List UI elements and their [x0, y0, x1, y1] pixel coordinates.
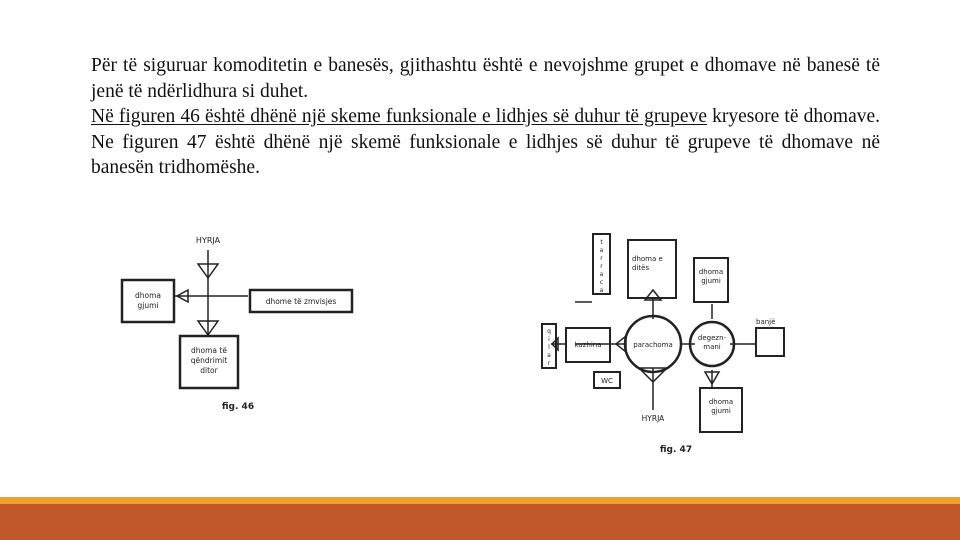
terrace-letter: r — [600, 263, 603, 270]
fig46-living-label-1: dhoma të — [191, 346, 227, 355]
fig47-entrance-label: HYRJA — [641, 414, 665, 423]
paragraph-1: Për të siguruar komoditetin e banesës, gjithashtu është e nevojshme grupet e dhomave në banesë të jenë të ndërlidhura si duhet. — [91, 55, 880, 102]
paragraph-2-underlined: Në figuren 46 është dhënë një skeme funksionale e lidhjes së duhur të grupeve — [91, 106, 707, 127]
fig46-living-label-2: qëndrimit — [190, 356, 228, 365]
terrace-letter: a — [599, 287, 604, 294]
fig47-antechamber-label: parachoma — [633, 341, 673, 349]
fig46-bedroom-label-1: dhoma — [134, 291, 162, 300]
body-text — [91, 53, 880, 181]
fig47-wc-label: WC — [601, 377, 613, 385]
fig46-caption: fig. 46 — [221, 402, 255, 412]
fig47-corridor-label-2: mani — [703, 343, 721, 351]
pantry-letter: i — [548, 336, 550, 343]
terrace-letter: a — [599, 271, 604, 278]
paragraph-2 — [91, 104, 880, 181]
fig47-terrace-letters — [600, 239, 604, 294]
fig46-bedroom-label-2: gjumi — [137, 301, 159, 310]
fig46-entrance-label: HYRJA — [195, 236, 221, 245]
fig46-reception-label: dhome të zmvisjes — [265, 297, 337, 306]
fig47-bedroom-bottom-label-2: gjumi — [711, 407, 731, 415]
fig47-bathroom-label: banjë — [756, 318, 776, 326]
fig47-bedroom-top-label-1: dhoma — [698, 268, 724, 276]
fig47-bedroom-bottom-label-1: dhoma — [708, 398, 734, 406]
terrace-letter: r — [600, 255, 603, 262]
fig46-living-label-3: ditor — [200, 366, 218, 375]
pantry-letter: a — [547, 352, 551, 359]
pantry-letter: l — [548, 344, 550, 351]
fig47-caption: fig. 47 — [659, 445, 693, 455]
figure-46 — [110, 228, 360, 418]
terrace-letter: a — [599, 247, 604, 254]
paragraph-2-rest: kryesore të dhomave. Ne figuren 47 është dhënë një skemë funksionale e lidhjes së duhur të grupeve të dhomave në banesën tridhomëshe. — [91, 106, 881, 178]
fig47-day-room-label-1: dhoma e — [632, 255, 663, 263]
footer-accent-bar — [0, 497, 960, 504]
fig47-pantry-letters — [547, 328, 551, 367]
terrace-letter: t — [600, 239, 603, 246]
fig47-day-room-label-2: ditës — [632, 264, 650, 272]
figure-47 — [534, 222, 794, 458]
terrace-letter: c — [599, 279, 604, 286]
fig47-kitchen-label: kuzhina — [574, 341, 602, 349]
footer-band — [0, 504, 960, 540]
pantry-letter: r — [547, 360, 551, 367]
pantry-letter: q — [547, 328, 551, 335]
fig47-corridor-label-1: degezn- — [697, 334, 727, 342]
fig47-bedroom-top-label-2: gjumi — [701, 277, 721, 285]
